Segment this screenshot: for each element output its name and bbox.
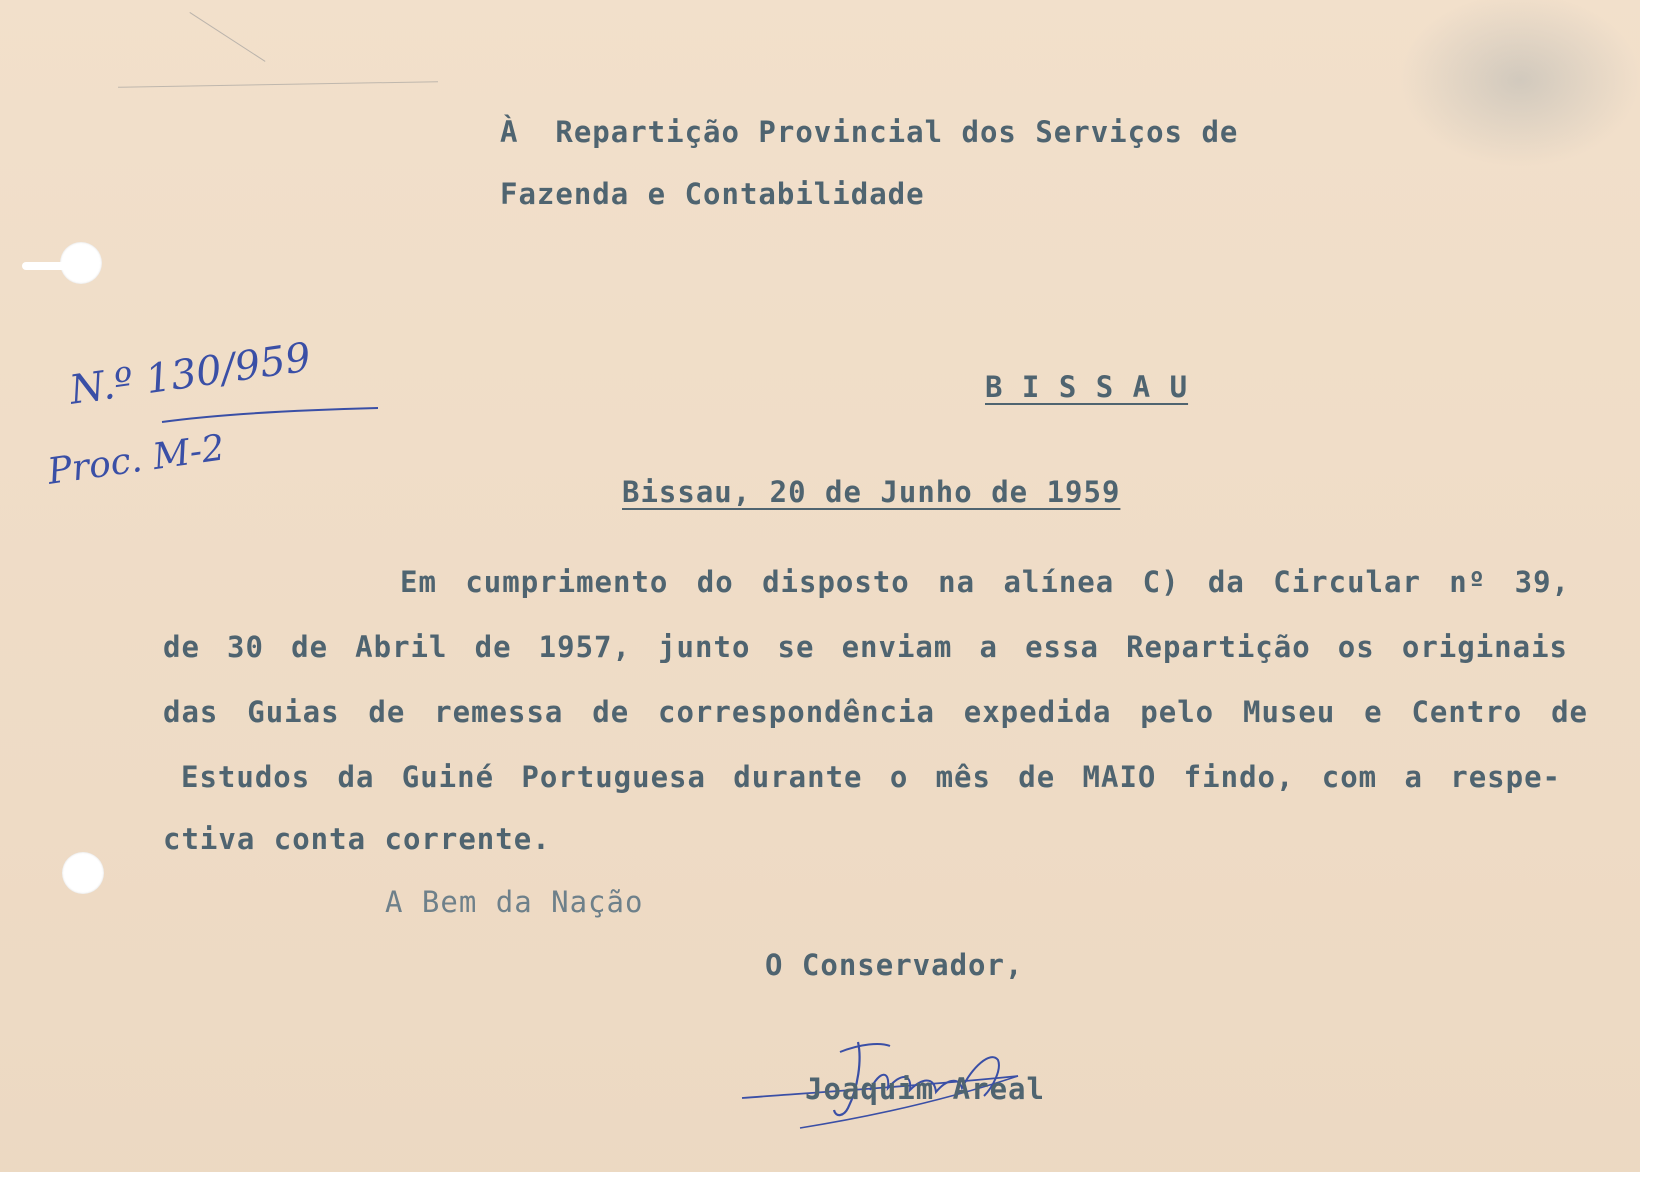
punch-hole-tear — [22, 262, 72, 270]
fold-mark — [189, 12, 265, 62]
addressee-line-1: À Repartição Provincial dos Serviços de — [500, 115, 1239, 149]
page-margin — [1640, 0, 1664, 1180]
handwritten-process-code: Proc. M-2 — [45, 427, 228, 493]
signatory-name: Joaquim Areal — [805, 1072, 1045, 1106]
handwritten-underline — [160, 400, 380, 430]
fold-mark — [118, 81, 438, 88]
closing-formula: A Bem da Nação — [385, 885, 644, 919]
body-line-4: Estudos da Guiné Portuguesa durante o mês de MAIO findo, com a respe- — [181, 760, 1561, 794]
signatory-title: O Conservador, — [765, 948, 1024, 982]
punch-hole — [62, 852, 104, 894]
city-heading: B I S S A U — [985, 370, 1189, 404]
body-line-5: ctiva conta corrente. — [163, 822, 551, 856]
date-line: Bissau, 20 de Junho de 1959 — [622, 475, 1121, 509]
addressee-line-2: Fazenda e Contabilidade — [500, 177, 925, 211]
body-line-1: Em cumprimento do disposto na alínea C) da Circular nº 39, — [400, 565, 1570, 599]
body-line-3: das Guias de remessa de correspondência expedida pelo Museu e Centro de — [163, 695, 1588, 729]
body-line-2: de 30 de Abril de 1957, junto se enviam a essa Repartição os originais — [163, 630, 1568, 664]
handwritten-reference-number: N.º 130/959 — [66, 334, 314, 414]
